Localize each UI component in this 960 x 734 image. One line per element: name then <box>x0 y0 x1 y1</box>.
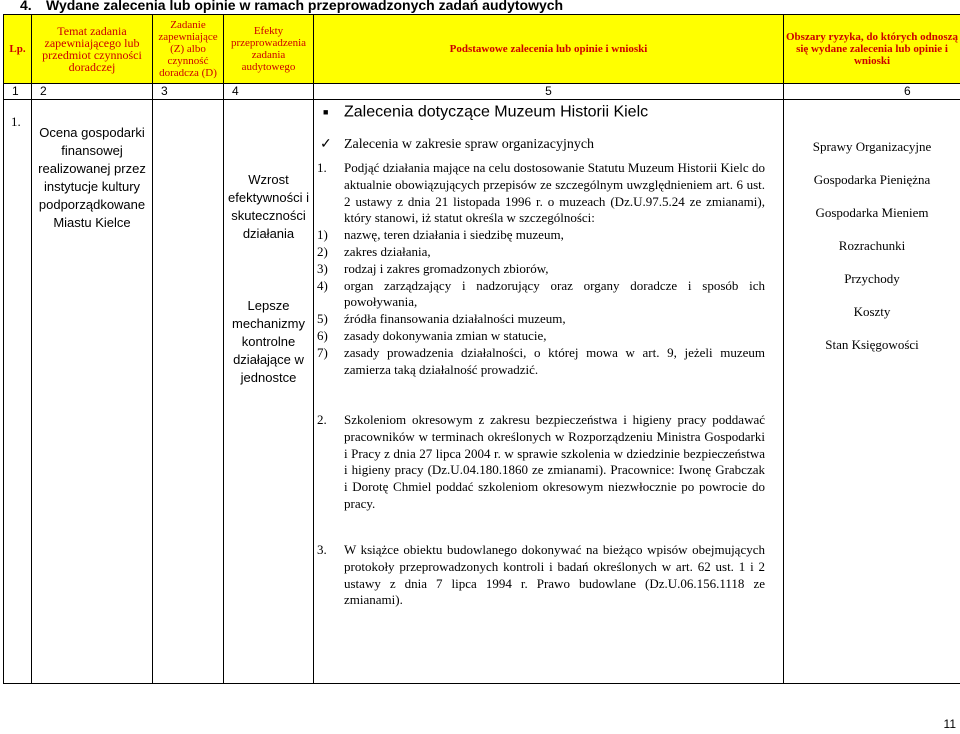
row-type <box>153 100 224 684</box>
recommendation-item-3 <box>317 542 765 609</box>
risk-area: Sprawy Organizacyjne <box>812 139 932 154</box>
header-lp: Lp. <box>4 15 32 84</box>
row-lp: 1. <box>4 100 32 684</box>
subitem-number: 6) <box>317 327 328 343</box>
row-effects <box>224 100 314 684</box>
section-title <box>20 0 563 13</box>
subitem-text: zakres działania, <box>344 243 431 259</box>
risk-area: Przychody <box>844 271 900 286</box>
risk-area: Gospodarka Pieniężna <box>813 172 931 187</box>
row-risk-areas <box>784 100 960 684</box>
list-item <box>317 227 765 244</box>
recommendations-title <box>323 104 648 121</box>
item-number: 1. <box>317 160 327 175</box>
list-item <box>317 261 765 278</box>
subitem-text: zasady prowadzenia działalności, o której mowa w art. 9, jeżeli muzeum zamierza taką działalność prowadzić. <box>344 344 765 377</box>
list-item <box>317 345 765 379</box>
subitem-number: 7) <box>317 344 328 360</box>
header-recommendations: Podstawowe zalecenia lub opinie i wnioski <box>314 15 784 84</box>
subitem-number: 1) <box>317 227 328 243</box>
subitems-list <box>317 227 765 378</box>
table-row <box>4 100 960 684</box>
subitem-number: 2) <box>317 243 328 259</box>
header-type: Zadanie zapewniające (Z) albo czynność doradcza (D) <box>153 15 224 84</box>
subitem-number: 5) <box>317 311 328 327</box>
subitem-text: zasady dokonywania zmian w statucie, <box>344 327 547 343</box>
header-risk-areas: Obszary ryzyka, do których odnoszą się wydane zalecenia lub opinie i wnioski <box>784 15 960 84</box>
risk-area: Rozrachunki <box>838 238 906 253</box>
checkmark-icon: ✓ <box>320 137 332 152</box>
risk-area: Gospodarka Mieniem <box>815 205 929 220</box>
subitem-number: 4) <box>317 277 328 293</box>
risk-area: Koszty <box>853 304 891 319</box>
list-item <box>317 328 765 345</box>
risk-area: Stan Księgowości <box>825 337 919 352</box>
column-number: 3 <box>153 84 224 100</box>
list-item <box>317 244 765 261</box>
column-number: 1 <box>4 84 32 100</box>
subitem-text: organ zarządzający i nadzorujący oraz organy doradcze i sposób ich powoływania, <box>344 277 765 310</box>
list-item <box>317 278 765 312</box>
column-number: 4 <box>224 84 314 100</box>
section-title-text: Wydane zalecenia lub opinie w ramach przeprowadzonych zadań audytowych <box>46 0 564 13</box>
recommendation-item-2 <box>317 412 765 513</box>
square-bullet-icon: ■ <box>323 107 329 117</box>
column-number: 6 <box>784 84 960 100</box>
row-recommendations <box>314 100 784 684</box>
subitem-text: rodzaj i zakres gromadzonych zbiorów, <box>344 260 549 276</box>
item-text: W książce obiektu budowlanego dokonywać na bieżąco wpisów obejmujących protokoły przeprowadzonych kontroli i badań określonych w art. 62 ust. 1 i 2 ustawy z dnia 7 lipca 1994 r. Prawo budowlane (Dz.U.06.156.1118 ze zmianami). <box>344 542 765 608</box>
effect-controls: Lepsze mechanizmy kontrolne działające w jednostce <box>232 298 305 385</box>
row-topic: Ocena gospodarki finansowej realizowanej przez instytucje kultury podporządkowane Miastu Kielce <box>32 100 153 684</box>
header-topic: Temat zadania zapewniającego lub przedmiot czynności doradczej <box>32 15 153 84</box>
item-text: Podjąć działania mające na celu dostosowanie Statutu Muzeum Historii Kielc do aktualnie obowiązujących przepisów ze szczególnym uwzględnieniem art. 6 ust. 2 ustawy z dnia 21 listopada 1996 r. o muzeach (Dz.U.97.5.24 ze zmianami), który stanowi, iż statut określa w szczególności: <box>344 160 765 226</box>
section-number: 4. <box>20 0 32 13</box>
column-number: 2 <box>32 84 153 100</box>
recommendation-item-1 <box>317 160 765 378</box>
item-number: 3. <box>317 542 327 557</box>
subitem-text: nazwę, teren działania i siedzibę muzeum, <box>344 227 564 243</box>
recommendations-subtitle <box>320 137 594 154</box>
list-item <box>317 311 765 328</box>
recommendations-subtitle-text: Zalecenia w zakresie spraw organizacyjnych <box>344 137 595 152</box>
subitem-number: 3) <box>317 260 328 276</box>
recommendations-title-text: Zalecenia dotyczące Muzeum Historii Kielc <box>344 103 649 121</box>
audit-table <box>3 14 960 684</box>
item-text: Szkoleniom okresowym z zakresu bezpieczeństwa i higieny pracy poddawać pracowników w terminach określonych w Rozporządzeniu Ministra Gospodarki i Pracy z dnia 27 lipca 2004 r. w sprawie szkolenia w dziedzinie bezpieczeństwa i higieny pracy (Dz.U.04.180.1860 ze zmianami). Pracownice: Iwonę Grabczak i Dorotę Chmiel poddać szkoleniom okresowym niezwłocznie po powrocie do pracy. <box>344 412 765 511</box>
item-number: 2. <box>317 412 327 427</box>
header-row <box>4 15 960 84</box>
effect-efficiency: Wzrost efektywności i skuteczności działania <box>228 172 309 241</box>
page-number: 11 <box>943 717 956 731</box>
subitem-text: źródła finansowania działalności muzeum, <box>344 311 566 327</box>
column-numbers-row <box>4 84 960 100</box>
column-number: 5 <box>314 84 784 100</box>
header-effects: Efekty przeprowadzenia zadania audytowego <box>224 15 314 84</box>
